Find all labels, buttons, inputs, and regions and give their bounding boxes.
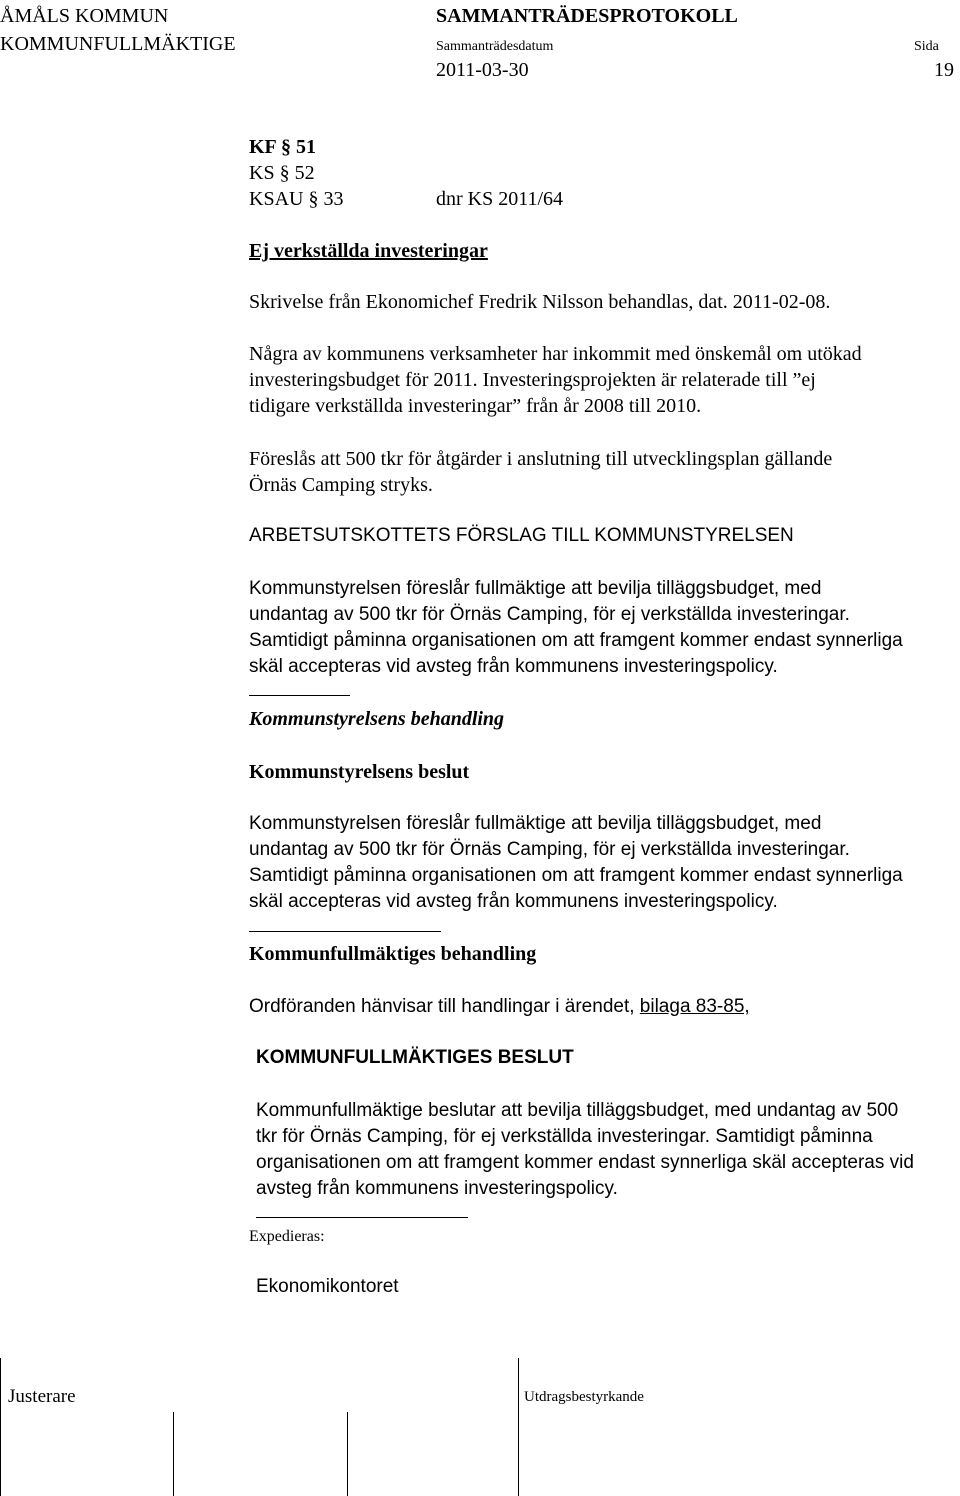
ksau-reference: KSAU § 33 xyxy=(249,188,344,210)
justerare-label: Justerare xyxy=(8,1386,76,1407)
page-number: 19 xyxy=(934,59,954,81)
ksau-proposal-text: Kommunstyrelsen föreslår fullmäktige att bevilja tilläggsbudget, med undantag av 500 tkr för Örnäs Camping, för ej verkställda investeringar. Samtidigt påminna organisationen om att framgent kommer endast synnerliga skäl accepteras vid avsteg från kommunens investeringspolicy. xyxy=(249,578,903,677)
utdragsbestyrkande-label: Utdragsbestyrkande xyxy=(524,1389,644,1405)
document-type: SAMMANTRÄDESPROTOKOLL xyxy=(436,5,738,27)
dispatch-label: Expedieras: xyxy=(249,1228,325,1245)
ks-reference: KS § 52 xyxy=(249,162,315,184)
page-label: Sida xyxy=(914,39,939,54)
footer-border xyxy=(0,1358,1,1496)
intro-paragraph-1: Skrivelse från Ekonomichef Fredrik Nilsson behandlas, dat. 2011-02-08. xyxy=(249,291,831,313)
divider-line xyxy=(249,931,441,932)
kf-reference: KF § 51 xyxy=(249,136,317,158)
assembly-name: KOMMUNFULLMÄKTIGE xyxy=(0,33,236,55)
meeting-date: 2011-03-30 xyxy=(436,59,529,81)
municipality-name: ÅMÅLS KOMMUN xyxy=(0,5,169,27)
intro-paragraph-3: Föreslås att 500 tkr för åtgärder i anslutning till utvecklingsplan gällande Örnäs Camping stryks. xyxy=(249,448,833,496)
ks-decision-text: Kommunstyrelsen föreslår fullmäktige att bevilja tilläggsbudget, med undantag av 500 tkr för Örnäs Camping, för ej verkställda investeringar. Samtidigt påminna organisationen om att framgent kommer endast synnerliga skäl accepteras vid avsteg från kommunens investeringspolicy. xyxy=(249,813,903,912)
dispatch-recipient: Ekonomikontoret xyxy=(256,1276,399,1297)
divider-line xyxy=(256,1217,468,1218)
attachment-link[interactable]: bilaga 83-85, xyxy=(639,996,750,1017)
ks-decision-heading: Kommunstyrelsens beslut xyxy=(249,761,470,783)
case-number: dnr KS 2011/64 xyxy=(436,188,564,210)
kf-handling-text: Ordföranden hänvisar till handlingar i ärendet, bilaga 83-85, xyxy=(249,996,750,1017)
ks-handling-heading: Kommunstyrelsens behandling xyxy=(249,708,505,730)
signature-box-divider xyxy=(173,1412,174,1496)
kf-decision-heading: KOMMUNFULLMÄKTIGES BESLUT xyxy=(256,1047,574,1068)
signature-box-divider xyxy=(347,1412,348,1496)
divider-line xyxy=(249,695,350,696)
date-label: Sammanträdesdatum xyxy=(436,39,554,54)
kf-handling-heading: Kommunfullmäktiges behandling xyxy=(249,943,537,965)
footer-border xyxy=(518,1358,519,1496)
kf-decision-text: Kommunfullmäktige beslutar att bevilja tilläggsbudget, med undantag av 500 tkr för Örnäs Camping, för ej verkställda investeringar. Samtidigt påminna organisationen om att framgent kommer endast synnerliga skäl accepteras vid avsteg från kommunens investeringspolicy. xyxy=(256,1100,914,1199)
ksau-proposal-heading: ARBETSUTSKOTTETS FÖRSLAG TILL KOMMUNSTYRELSEN xyxy=(249,525,794,546)
intro-paragraph-2: Några av kommunens verksamheter har inkommit med önskemål om utökad investeringsbudget för 2011. Investeringsprojekten är relaterade till ”ej tidigare verkställda investeringar” från år 2008 till 2010. xyxy=(249,343,862,417)
case-title: Ej verkställda investeringar xyxy=(249,240,488,262)
